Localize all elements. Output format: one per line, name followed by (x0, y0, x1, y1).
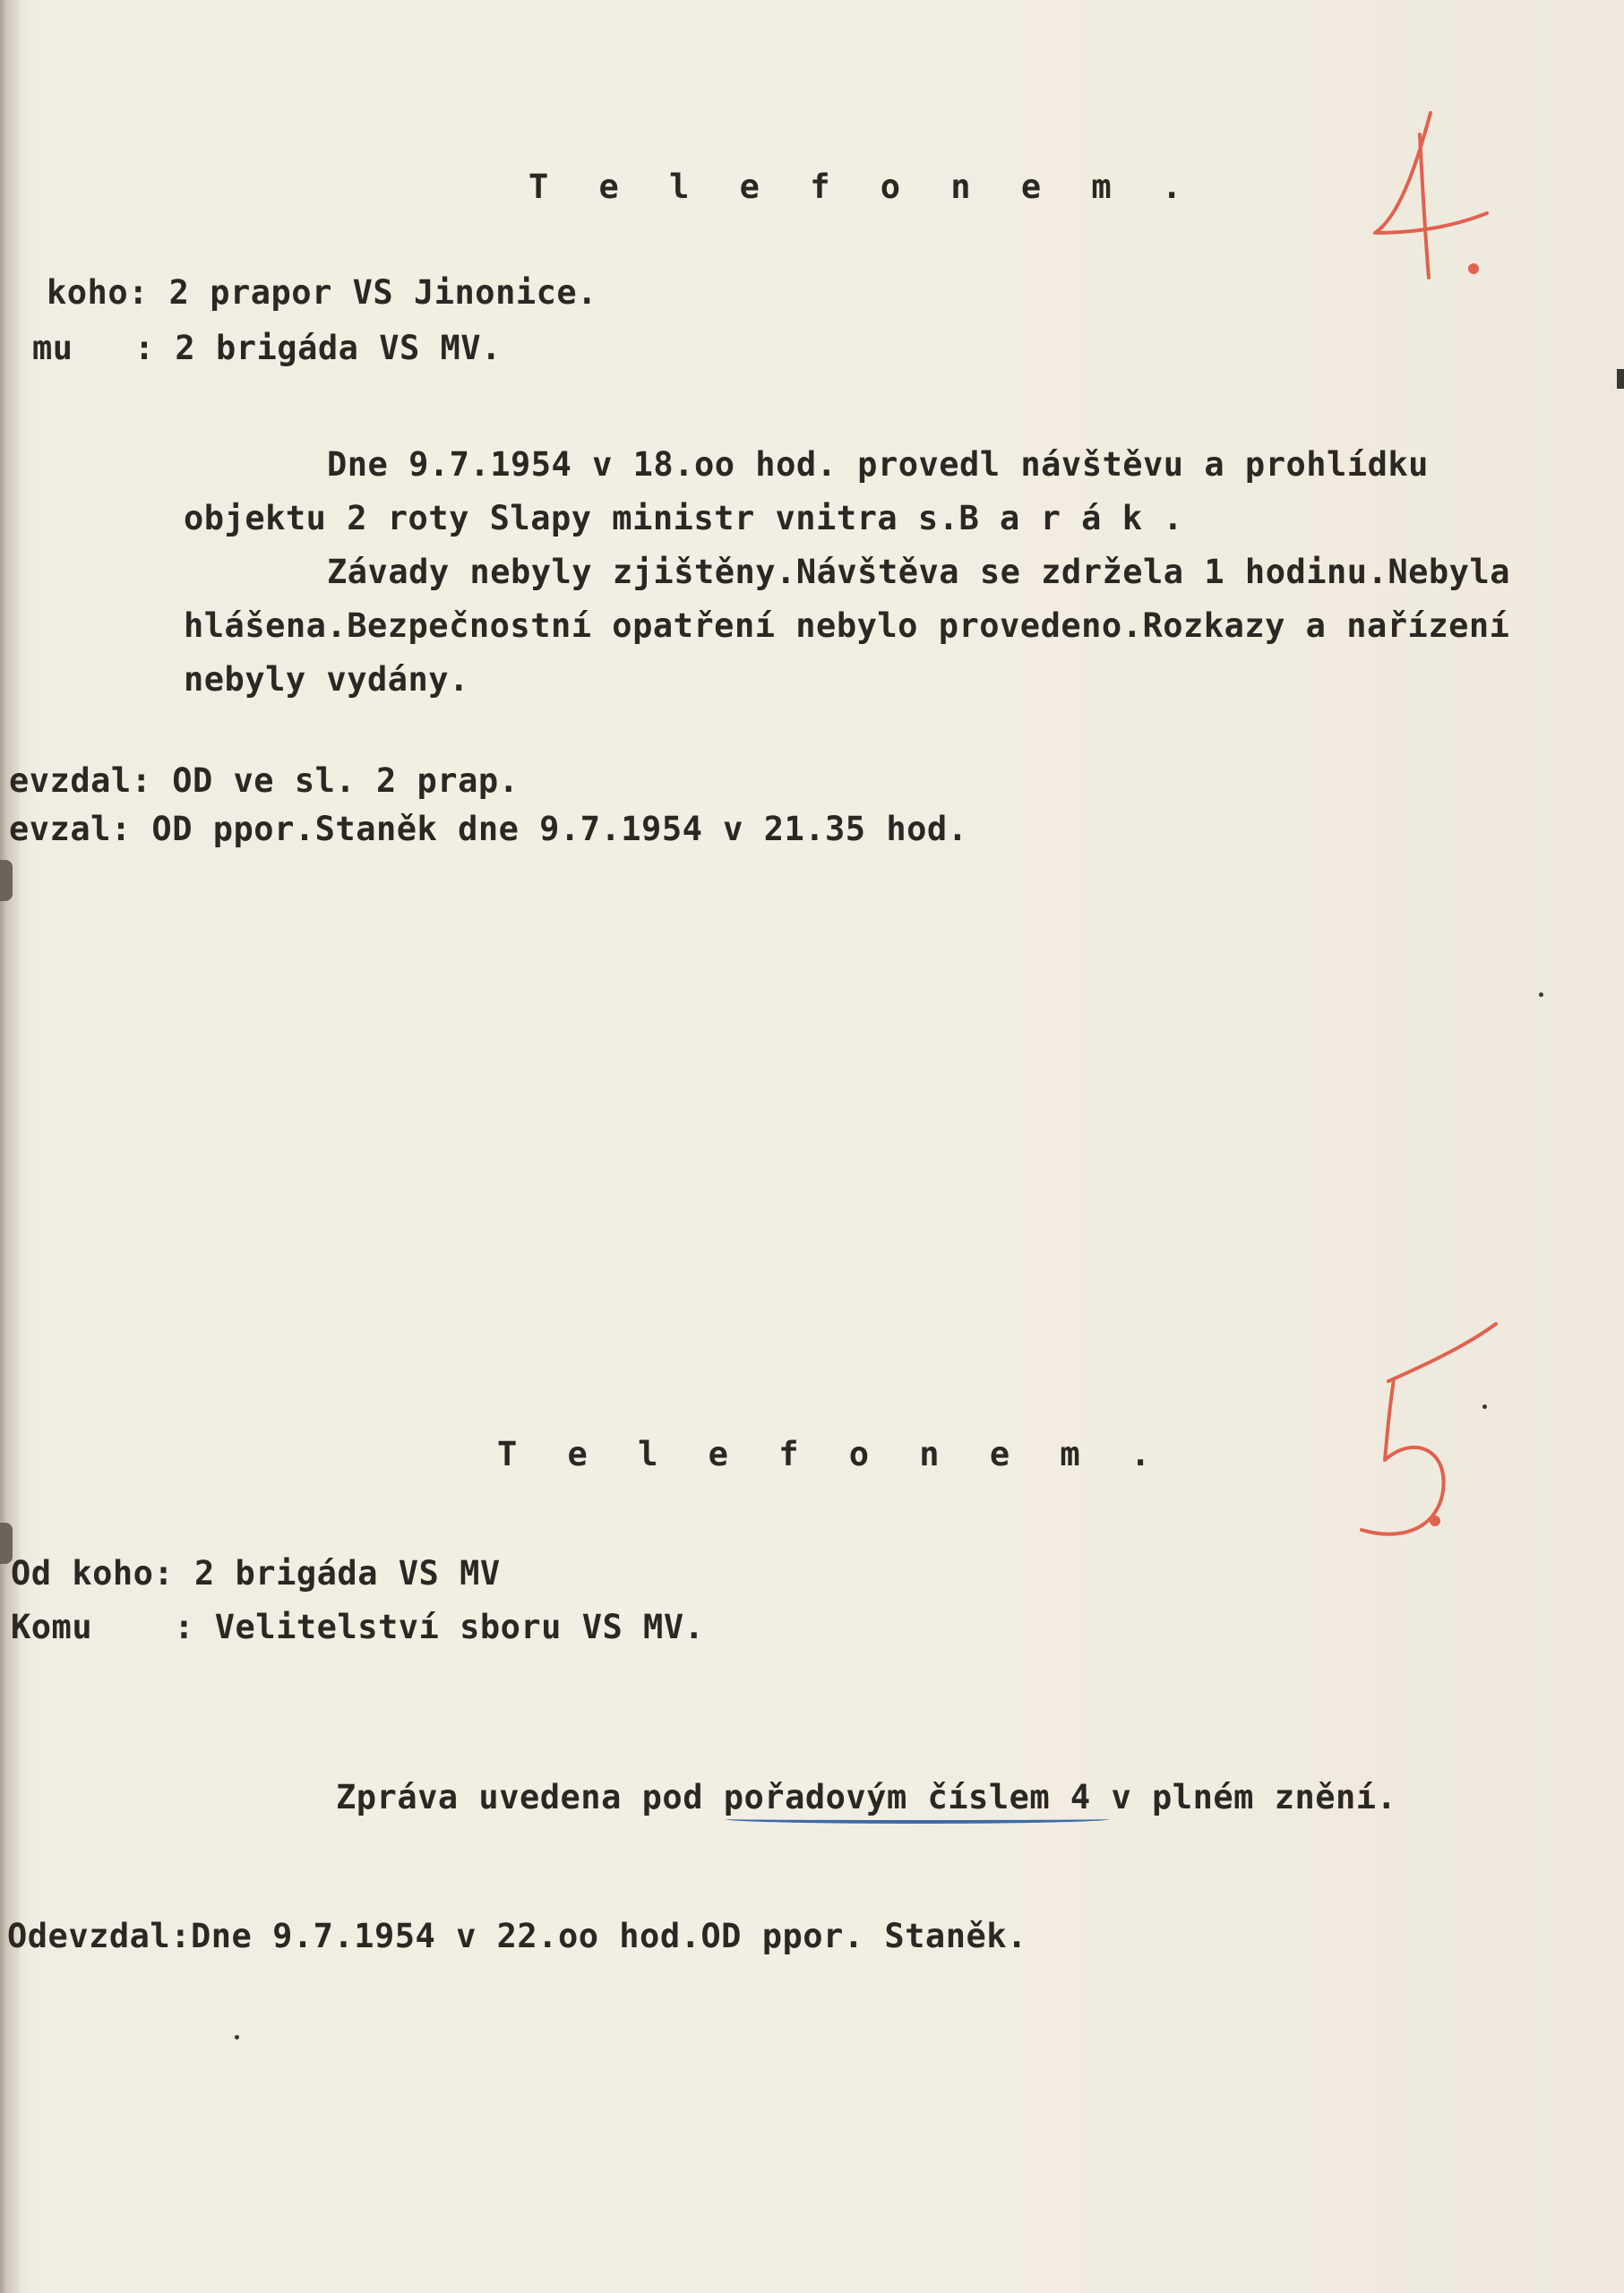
message-1-body-line-1: Dne 9.7.1954 v 18.oo hod. provedl návštěvu a prohlídku (327, 445, 1429, 484)
message-2-from: Od koho: 2 brigáda VS MV (11, 1554, 501, 1593)
punch-hole (0, 860, 13, 901)
message-2-heading: T e l e f o n e m . (497, 1435, 1166, 1473)
message-1-body-line-5: nebyly vydány. (184, 660, 469, 699)
red-annotation-number-4 (1366, 107, 1500, 287)
message-1-to: mu : 2 brigáda VS MV. (32, 329, 502, 367)
edge-mark (1617, 369, 1624, 389)
message-1-body-line-2: objektu 2 roty Slapy ministr vnitra s.B a r á k . (184, 499, 1184, 537)
message-1-received: evzal: OD ppor.Staněk dne 9.7.1954 v 21.35 hod. (9, 810, 968, 848)
message-2-body: Zpráva uvedena pod pořadovým číslem 4 v plném znění. (336, 1778, 1397, 1816)
message-1-body-line-4: hlášena.Bezpečnostní opatření nebylo provedeno.Rozkazy a nařízení (184, 606, 1510, 645)
speck (1482, 1404, 1487, 1409)
message-1-from: koho: 2 prapor VS Jinonice. (47, 273, 597, 312)
speck (235, 2035, 239, 2040)
message-1-sent: evzdal: OD ve sl. 2 prap. (9, 761, 520, 800)
blue-pen-underline (726, 1815, 1109, 1824)
message-1-heading: T e l e f o n e m . (528, 167, 1198, 206)
speck (1539, 992, 1543, 997)
red-annotation-number-5 (1335, 1317, 1505, 1550)
message-1-body-line-3: Závady nebyly zjištěny.Návštěva se zdržela 1 hodinu.Nebyla (327, 553, 1511, 591)
message-2-sent: Odevzdal:Dne 9.7.1954 v 22.oo hod.OD ppor. Staněk. (7, 1917, 1027, 1955)
message-2-to: Komu : Velitelství sboru VS MV. (11, 1608, 705, 1646)
